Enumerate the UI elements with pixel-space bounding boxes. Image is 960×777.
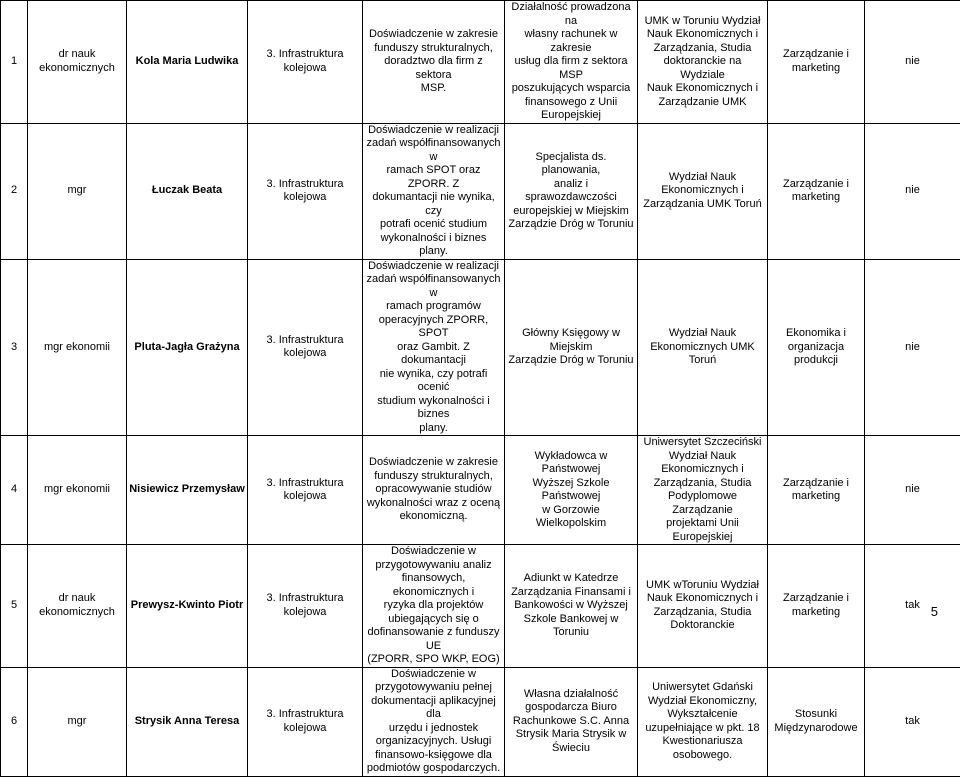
degree-cell: mgr	[28, 667, 127, 776]
person-name: Prewysz-Kwinto Piotr	[127, 545, 248, 668]
activity-cell: Specjalista ds. planowania, analiz i sprawozdawczości europejskiej w Miejskim Zarządzie Dróg w Toruniu	[505, 123, 638, 259]
specialty-cell: Ekonomika i organizacja produkcji	[768, 259, 865, 436]
flag-cell: nie	[865, 1, 960, 124]
table-row	[1, 259, 960, 436]
area-cell: 3. Infrastruktura kolejowa	[248, 123, 363, 259]
area-cell: 3. Infrastruktura kolejowa	[248, 1, 363, 124]
education-cell: UMK w Toruniu Wydział Nauk Ekonomicznych i Zarządzania, Studia doktoranckie na Wydziale Nauk Ekonomicznych i Zarządzanie UMK	[638, 1, 768, 124]
row-number: 4	[1, 436, 28, 545]
area-cell: 3. Infrastruktura kolejowa	[248, 436, 363, 545]
experience-cell: Doświadczenie w realizacji zadań współfinansowanych w ramach SPOT oraz ZPORR. Z dokumantacji nie wynika, czy potrafi ocenić studium wykonalności i biznes plany.	[363, 123, 505, 259]
education-cell: Uniwersytet Gdański Wydział Ekonomiczny, Wykształcenie uzupełniające w pkt. 18 Kwestionariusza osobowego.	[638, 667, 768, 776]
specialty-cell: Stosunki Międzynarodowe	[768, 667, 865, 776]
degree-cell: dr nauk ekonomicznych	[28, 1, 127, 124]
flag-cell: tak	[865, 667, 960, 776]
experience-cell: Doświadczenie w zakresie funduszy strukturalnych, opracowywanie studiów wykonalności wraz z oceną ekonomiczną.	[363, 436, 505, 545]
flag-cell: nie	[865, 259, 960, 436]
table-row	[1, 123, 960, 259]
activity-cell: Własna działalność gospodarcza Biuro Rachunkowe S.C. Anna Strysik Maria Strysik w Świeciu	[505, 667, 638, 776]
education-cell: Uniwersytet Szczeciński Wydział Nauk Ekonomicznych i Zarządzania, Studia Podyplomowe Zarządzanie projektami Unii Europejskiej	[638, 436, 768, 545]
specialty-cell: Zarządzanie i marketing	[768, 545, 865, 668]
experience-cell: Doświadczenie w realizacji zadań współfinansowanych w ramach programów operacyjnych ZPORR, SPOT oraz Gambit. Z dokumantacji nie wynika, czy potrafi ocenić studium wykonalności i biznes plany.	[363, 259, 505, 436]
row-number: 3	[1, 259, 28, 436]
area-cell: 3. Infrastruktura kolejowa	[248, 545, 363, 668]
education-cell: UMK wToruniu Wydział Nauk Ekonomicznych i Zarządzania, Studia Doktoranckie	[638, 545, 768, 668]
degree-cell: dr nauk ekonomicznych	[28, 545, 127, 668]
degree-cell: mgr ekonomii	[28, 259, 127, 436]
education-cell: Wydział Nauk Ekonomicznych i Zarządzania UMK Toruń	[638, 123, 768, 259]
experience-cell: Doświadczenie w przygotowywaniu pełnej dokumentacji aplikacyjnej dla urzędu i jednostek organizacyjnych. Usługi finansowo-księgowe dla podmiotów gospodarczych.	[363, 667, 505, 776]
activity-cell: Działalność prowadzona na własny rachunek w zakresie usług dla firm z sektora MSP poszukujących wsparcia finansowego z Unii Europejskiej	[505, 1, 638, 124]
specialty-cell: Zarządzanie i marketing	[768, 436, 865, 545]
specialty-cell: Zarządzanie i marketing	[768, 1, 865, 124]
activity-cell: Adiunkt w Katedrze Zarządzania Finansami i Bankowości w Wyższej Szkole Bankowej w Toruniu	[505, 545, 638, 668]
degree-cell: mgr ekonomii	[28, 436, 127, 545]
education-cell: Wydział Nauk Ekonomicznych UMK Toruń	[638, 259, 768, 436]
row-number: 2	[1, 123, 28, 259]
person-name: Łuczak Beata	[127, 123, 248, 259]
flag-cell: tak	[865, 545, 960, 668]
area-cell: 3. Infrastruktura kolejowa	[248, 259, 363, 436]
person-name: Strysik Anna Teresa	[127, 667, 248, 776]
flag-cell: nie	[865, 123, 960, 259]
experience-cell: Doświadczenie w zakresie funduszy strukturalnych, doradztwo dla firm z sektora MSP.	[363, 1, 505, 124]
row-number: 1	[1, 1, 28, 124]
degree-cell: mgr	[28, 123, 127, 259]
row-number: 5	[1, 545, 28, 668]
experience-cell: Doświadczenie w przygotowywaniu analiz finansowych, ekonomicznych i ryzyka dla projektów ubiegających się o dofinansowanie z funduszy UE (ZPORR, SPO WKP, EOG)	[363, 545, 505, 668]
activity-cell: Wykładowca w Państwowej Wyższej Szkole Państwowej w Gorzowie Wielkopolskim	[505, 436, 638, 545]
table-row	[1, 545, 960, 668]
activity-cell: Główny Księgowy w Miejskim Zarządzie Dróg w Toruniu	[505, 259, 638, 436]
area-cell: 3. Infrastruktura kolejowa	[248, 667, 363, 776]
flag-cell: nie	[865, 436, 960, 545]
person-name: Pluta-Jagła Grażyna	[127, 259, 248, 436]
table-row	[1, 667, 960, 776]
table-row	[1, 436, 960, 545]
person-name: Nisiewicz Przemysław	[127, 436, 248, 545]
specialty-cell: Zarządzanie i marketing	[768, 123, 865, 259]
person-name: Kola Maria Ludwika	[127, 1, 248, 124]
table-row	[1, 1, 960, 124]
page-number: 5	[931, 604, 938, 619]
row-number: 6	[1, 667, 28, 776]
